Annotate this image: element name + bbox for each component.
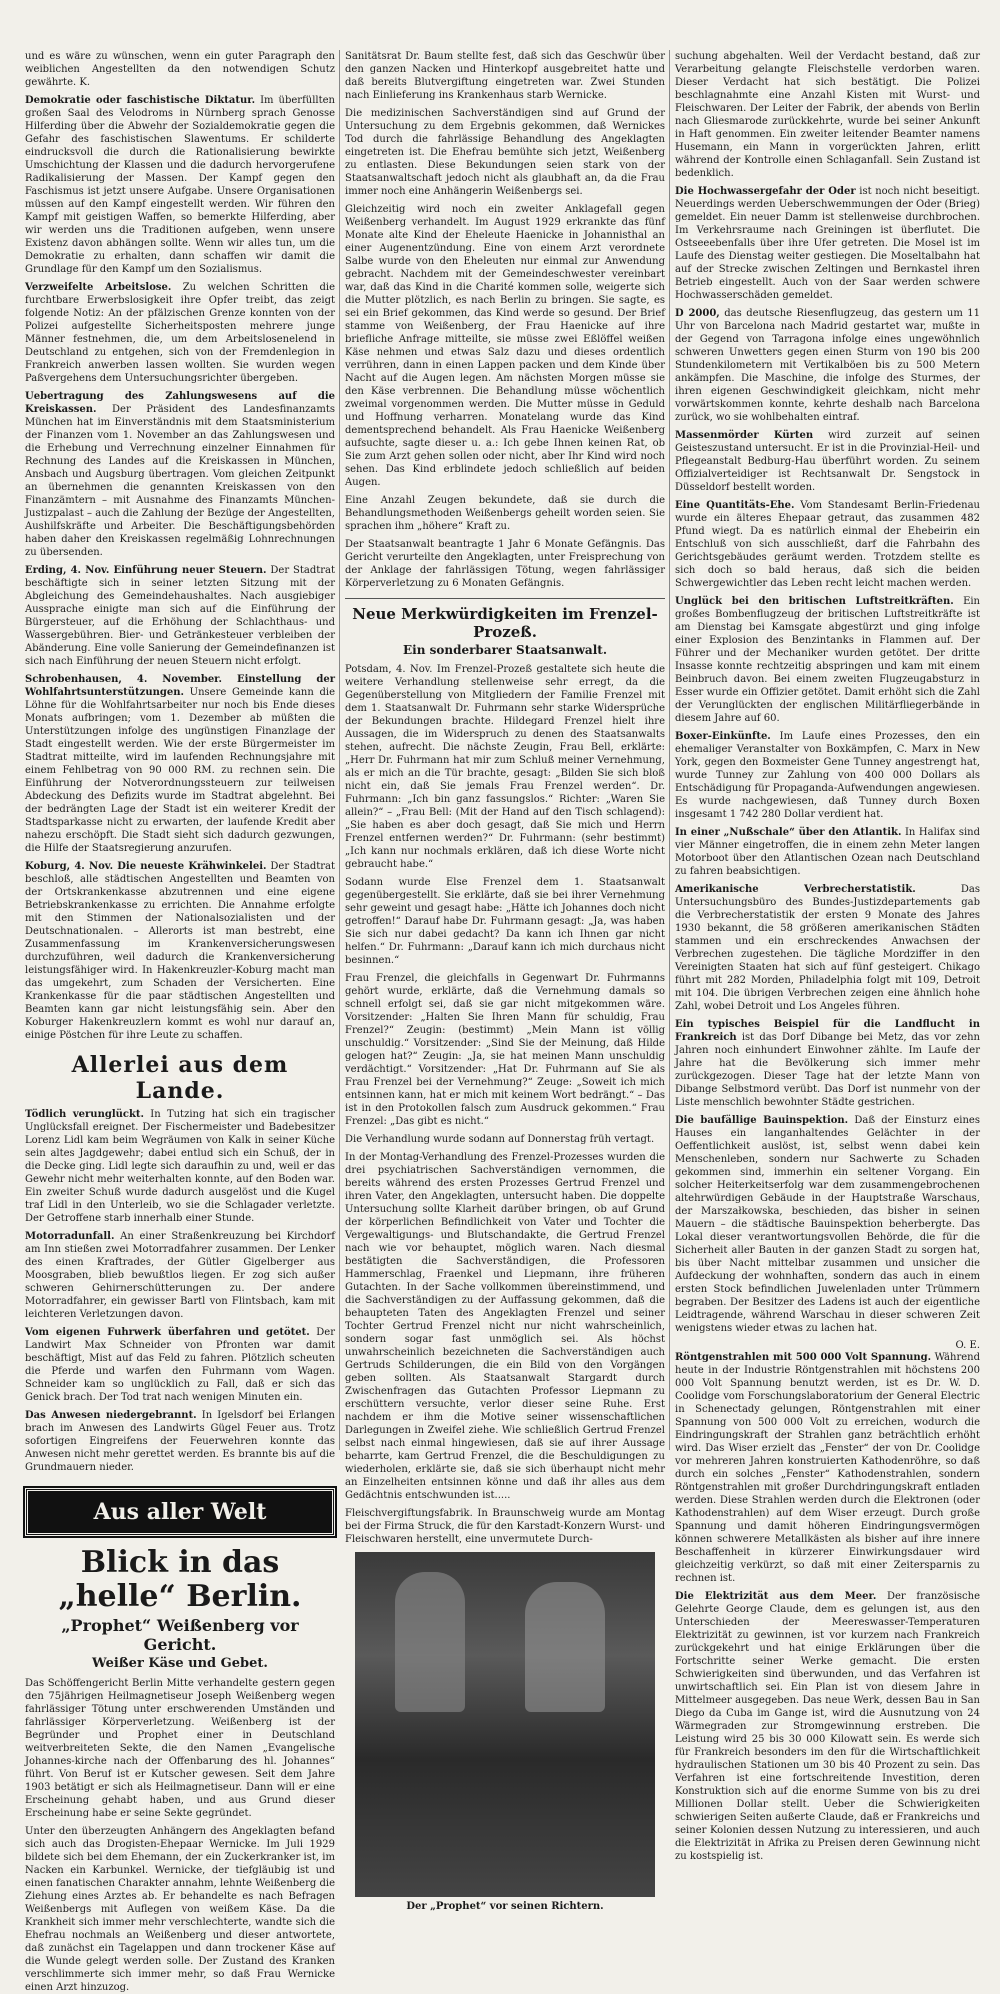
section-heading-lande: Allerlei aus dem Lande. bbox=[71, 1052, 289, 1104]
column-left bbox=[25, 50, 336, 1993]
article-d2000: D 2000, das deutsche Riesenflugzeug, das gestern um 11 Uhr von Barcelona nach Madrid gestartet war, mußte in der Gegend von Tarragona infolge eines ungewöhnlich schweren Unwetters gegen einen Sturm von 190 bis 200 Stundenkilometern mit Vertikalböen bis zu 500 Metern ankämpfen. Die Maschine, die infolge des Sturmes, der ihren eigenen Geschwindigkeit gleichkam, nicht mehr vorwärtskommen konnte, kehrte deshalb nach Barcelona zurück, wo sie wohlbehalten eintraf. bbox=[675, 308, 980, 423]
article-text: Eine Anzahl Zeugen bekundete, daß sie durch die Behandlungsmethoden Weißenbergs geheilt worden seien. Sie sprachen ihm „höhere“ Kraft zu. bbox=[345, 495, 665, 532]
article-fuhrwerk: Vom eigenen Fuhrwerk überfahren und getötet. Der Landwirt Max Schneider von Pfronten war damit beschäftigt, Mist auf das Feld zu fahren. Plötzlich scheuten die Pferde und warfen den Fuhrmann vom Wagen. Schneider kam so unglücklich zu Fall, daß er sich das Genick brach. Der Tod trat nach wenigen Minuten ein. bbox=[25, 1327, 335, 1403]
article-kuerten: Massenmörder Kürten wird zurzeit auf seinen Geisteszustand untersucht. Er ist in die Provinzial-Heil- und Pflegeanstalt Bedburg-Hau überführt worden. Zu seinem Offizialverteidiger ist Rechtsanwalt Dr. Sengstock in Düsseldorf bestellt worden. bbox=[675, 430, 980, 493]
photo-caption: Der „Prophet“ vor seinen Richtern. bbox=[406, 1901, 604, 1912]
article-text: Die Verhandlung wurde sodann auf Donnerstag früh vertagt. bbox=[345, 1134, 655, 1145]
article-democracy: Demokratie oder faschistische Diktatur. Im überfüllten großen Saal des Velodroms in Nürnberg sprach Genosse Hilferding über die Abwehr der Sozialdemokratie gegen die Gefahr des faschistischen Slawentums. Er schilderte eindrucksvoll die durch die Rationalisierung bewirkte Umschichtung der Klassen und die dadurch hervorgerufene Radikalisierung der Massen. Der Kampf gegen den Faschismus ist jetzt unsere Aufgabe. Unsere Organisationen müssen auf den Kampf eingestellt werden. Wir führen den Kampf mit geistigen Waffen, so bemerkte Hilferding, aber wir werden uns die Traditionen aufgeben, wenn unsere Existenz davon abhängen sollte. Wenn wir alles tun, um die Demokratie zu erhalten, dann schaffen wir damit die Grundlage für den Kampf um den Sozialismus. bbox=[25, 95, 335, 275]
article-text: Frau Frenzel, die gleichfalls in Gegenwart Dr. Fuhrmanns gehört wurde, erklärte, daß die Vernehmung damals so schnell erfolgt sei, daß sie gar nicht mitgekommen wäre. Vorsitzender: „Halten Sie Ihren Mann für schuldig, Frau Frenzel?“ Zeugin: (bestimmt) „Mein Mann ist völlig unschuldig.“ Vorsitzender: „Sind Sie der Meinung, daß Hilde gelogen hat?“ Zeugin: „Ja, sie hat meinen Mann unschuldig verdächtigt.“ Vorsitzender: „Hat Dr. Fuhrmann auf Sie als Frau Frenzel bei der Vernehmung?“ Zeuge: „Soweit ich mich entsinnen kann, hat er mich mit keinem Wort bedrängt.“ – Das ist in den Protokollen falsch zum Ausdruck gekommen.“ Frau Frenzel: „Das gibt es nicht.“ bbox=[345, 973, 665, 1127]
article-heading: Unglück bei den britischen Luftstreitkräften. bbox=[675, 596, 954, 607]
article-landflucht: Ein typisches Beispiel für die Landflucht in Frankreich ist das Dorf Dibange bei Metz, das vor zehn Jahren noch einhundert Einwohner zählte. Im Laufe der Jahre hat die Bevölkerung sich immer mehr zurückgezogen. Dieser Tage hat der letzte Mann von Dibange Selbstmord verübt. Das Dorf ist nunmehr von der Liste menschlich bewohnter Städte gestrichen. bbox=[675, 1019, 980, 1108]
article-text: suchung abgehalten. Weil der Verdacht bestand, daß zur Verarbeitung gelangte Fleischstelle verdorben waren. Dieser Verdacht hat sich bestätigt. Die Polizei beschlagnahmte eine Anzahl Kisten mit Wurst- und Fleischwaren. Der Leiter der Fabrik, der abends von Berlin nach Gliesmarode zurückkehrte, wurde bei seiner Ankunft in Haft genommen. Ein zweiter leitender Beamter namens Husemann, ein Mann in vorgerückten Jahren, erlitt während der Kontrolle einen Schlaganfall. Sein Zustand ist bedenklich. bbox=[675, 51, 980, 179]
column-rule bbox=[339, 50, 340, 1450]
article-brand: Das Anwesen niedergebrannt. In Igelsdorf bei Erlangen brach im Anwesen des Landwirts Gügel Feuer aus. Trotz sofortigen Eingreifens der Feuerwehren konnte das Anwesen nicht mehr gerettet werden. Es brannte bis auf die Grundmauern nieder. bbox=[25, 1410, 335, 1473]
article-heading: Das Anwesen niedergebrannt. bbox=[25, 1410, 197, 1421]
article-text: In der Montag-Verhandlung des Frenzel-Prozesses wurden die drei psychiatrischen Sachverständigen vernommen, die bereits während des ersten Prozesses Gertrud Frenzel und ihren Vater, den Angeklagten, untersucht haben. Die doppelte Untersuchung sollte Klarheit darüber bringen, ob auf Grund der körperlichen Befindlichkeit von Vater und Tochter die Vergewaltigungs- und Blutschandakte, die Gertrud Frenzel nach wie vor behauptet, möglich waren. Nach diesmal bestätigten die Sachverständigen, die Professoren Hammerschlag, Fraenkel und Liepmann, ihre früheren Gutachten. In der Sache vollkommen übereinstimmend, und die Sachverständigen zu der Auffassung gekommen, daß die behaupteten Taten des Angeklagten Frenzel und seiner Tochter Gertrud Frenzel nicht nur nicht wahrscheinlich, sondern sogar fast unmöglich sei. Als höchst unwahrscheinlich bezeichneten die Sachverständigen auch Gertruds Schilderungen, die ein Bild von den Vorgängen geben sollten. Als Staatsanwalt Stargardt durch Zwischenfragen das Gutachten Professor Liepmann zu erschüttern versuchte, verlor dieser seine Ruhe. Erst nachdem er ihm die Motive seiner wissenschaftlichen Darlegungen in Zweifel ziehe. Wie schließlich Gertrud Frenzel selbst nach einmal hingewiesen, daß sie auf ihrer Aussage beharrte, kam Gertrud Frenzel, die die Beschuldigungen zu wiederholen, erklärte sie, daß sie sich überhaupt nicht mehr an Einzelheiten entsinnen könne und daß ihr alles aus dem Gedächtnis entschwunden ist..... bbox=[345, 1152, 665, 1501]
article-erding: Erding, 4. Nov. Einführung neuer Steuern. Der Stadtrat beschäftigte sich in seiner letzten Sitzung mit der Abgleichung des Gemeindehaushaltes. Nach ausgiebiger Aussprache einigte man sich auf die Einführung der Bürgersteuer, auf die Erhöhung der Schlachthaus- und Wassergebühren. Bier- und Getränkesteuer verbleiben der Abänderung. Eine volle Sanierung der Gemeindefinanzen ist sich nach Einführung der neuen Steuern nicht erfolgt. bbox=[25, 565, 335, 667]
article-atlantik: In einer „Nußschale“ über den Atlantik. In Halifax sind vier Männer eingetroffen, die in einem zehn Meter langen Motorboot über den Atlantischen Ozean nach Deutschland zu fahren beabsichtigen. bbox=[675, 827, 980, 877]
section-banner-aus-aller-welt: Aus aller Welt bbox=[25, 1488, 335, 1536]
article-boxer: Boxer-Einkünfte. Im Laufe eines Prozesses, den ein ehemaliger Veranstalter von Boxkämpfen, C. Marx in New York, gegen den Boxmeister Gene Tunney angestrengt hat, wurde Tunney zur Zahlung von 400 000 Dollars als Entschädigung für Propaganda-Aufwendungen angewiesen. Es wurde nachgewiesen, daß Tunney durch Boxen insgesamt 1 742 280 Dollar verdient hat. bbox=[675, 731, 980, 820]
article-heading: Motorradunfall. bbox=[25, 1231, 115, 1242]
courtroom-photo bbox=[355, 1552, 655, 1897]
author-signature: O. E. bbox=[955, 1340, 980, 1351]
article-heading: Massenmörder Kürten bbox=[675, 430, 814, 441]
article-kreiskassen: Uebertragung des Zahlungswesens auf die Kreiskassen. Der Präsident des Landesfinanzamts München hat im Einverständnis mit dem Staatsministerium der Finanzen vom 1. November an das Zahlungswesen und die Erhebung und Verrechnung einzelner Einnahmen für Rechnung des Landes auf die Kreiskassen in München, Ansbach und Augsburg übertragen. Vom gleichen Zeitpunkt an übernehmen die genannten Kreiskassen von den Finanzämtern – mit Ausnahme des Finanzamts München-Justizpalast – auch die Zahlung der Bezüge der Angestellten, Aushilfskräfte und Arbeiter. Die Beschäftigungsbehörden haben daher den Kreiskassen regelmäßig Lohnrechnungen zu übersenden. bbox=[25, 391, 335, 558]
article-heading: Ein typisches Beispiel für die Landflucht in Frankreich bbox=[675, 1019, 980, 1043]
article-heading: Schrobenhausen, 4. November. Einstellung der Wohlfahrtsunterstützungen. bbox=[25, 674, 335, 698]
article-heading: Amerikanische Verbrecherstatistik. bbox=[675, 884, 916, 895]
subheadline-staatsanwalt: Ein sonderbarer Staatsanwalt. bbox=[402, 643, 607, 657]
article-text: Sanitätsrat Dr. Baum stellte fest, daß sich das Geschwür über den ganzen Nacken und Hinterkopf ausgebreitet hatte und daß bereits Blutvergiftung eingetreten war. Zwei Stunden nach Einlieferung ins Krankenhaus starb Wernicke. bbox=[345, 51, 665, 101]
article-roentgen: Röntgenstrahlen mit 500 000 Volt Spannung. Während heute in der Industrie Röntgenstrahlen mit höchstens 200 000 Volt Spannung benutzt werden, ist es Dr. W. D. Coolidge vom Forschungslaboratorium der General Electric in Schenectady gelungen, Röntgenstrahlen mit einer Spannung von 500 000 Volt zu erreichen, wodurch die Eindringungskraft der Strahlen ganz beträchtlich erhöht wird. Das Wiser erzielt das „Fenster“ der von Dr. Coolidge vor mehreren Jahren konstruierten Kathodenröhre, so daß durch ein solches „Fenster“ Kathodenstrahlen, sondern Röntgenstrahlen mit großer Durchdringungskraft entladen werden. Diese Strahlen werden durch die Elektronen (oder Kathodenstrahlen) auf dem Wiser erzeugt. Durch große Spannung und damit höheren Eindringungsvermögen können schwerere Metallkästen als bisher auf ihre innere Beschaffenheit in kürzerer Einwirkungsdauer wird gleichzeitig verkürzt, so daß mit einer Zeitersparnis zu rechnen ist. bbox=[675, 1352, 980, 1584]
article-heading: D 2000, bbox=[675, 308, 720, 319]
article-heading: Die Elektrizität aus dem Meer. bbox=[675, 1591, 877, 1602]
article-heading: Tödlich verunglückt. bbox=[25, 1109, 145, 1120]
article-heading: Erding, 4. Nov. Einführung neuer Steuern. bbox=[25, 565, 267, 576]
article-bauinspektion: Die baufällige Bauinspektion. Daß der Einsturz eines Hauses ein langanhaltendes Gelächter in der Oeffentlichkeit auslöst, ist, selbst wenn dabei kein Menschenleben, sondern nur Sachwerte zu Schaden gekommen sind, immerhin ein seltener Vorgang. Ein solcher Heiterkeitserfolg war dem zusammengebrochenen altehrwürdigen Gebäude in der Hauptstraße Warschaus, der Marszałkowska, beschieden, das bisher in seinen Mauern – die städtische Bauinspektion beherbergte. Das Lokal dieser verantwortungsvollen Behörde, die für die Sicherheit aller Bauten in der ganzen Stadt zu sorgen hat, bis über Nacht mittelbar zusammen und unsicher die Aufdeckung der wohnhaften, sondern das auch in einem ersten Stock befindlichen Juwelenladen unter Trümmern begraben. Der Besitzer des Ladens ist auch der eigentliche Leidtragende, während Warschau in dieser schweren Zeit wenigstens wieder etwas zu lachen hat. bbox=[675, 1115, 980, 1334]
headline-frenzel: Neue Merkwürdigkeiten im Frenzel-Prozeß. bbox=[345, 598, 665, 641]
article-heading: Boxer-Einkünfte. bbox=[675, 731, 771, 742]
article-heading: Verzweifelte Arbeitslose. bbox=[25, 282, 172, 293]
article-heading: Vom eigenen Fuhrwerk überfahren und getötet. bbox=[25, 1327, 310, 1338]
article-text: Unter den überzeugten Anhängern des Angeklagten befand sich auch das Drogisten-Ehepaar Wernicke. Im Juli 1929 bildete sich bei dem Ehemann, der ein Zuckerkranker ist, im Nacken ein Karbunkel. Wernicke, der tiefgläubig ist und einen fanatischen Charakter annahm, lehnte Weißenberg die Ziehung eines Arztes ab. Er behandelte es nach Befragen Weißenbergs mit Auflegen von weißem Käse. Da die Krankheit sich immer mehr verschlechterte, wandte sich die Ehefrau nochmals an Weißenberg und dieser antwortete, daß zunächst ein Tagelappen und dann trockener Käse auf die Wunde gelegt werden solle. Der Zustand des Kranken verschlimmerte sich immer mehr, so daß Frau Wernicke einen Arzt hinzuzog. bbox=[25, 1826, 335, 1993]
article-statistik: Amerikanische Verbrecherstatistik. Das Untersuchungsbüro des Bundes-Justizdepartements gab die Verbrecherstatistik der ersten 9 Monate des Jahres 1930 bekannt, die 58 größeren amerikanischen Städten stammen und ein erschreckendes Anwachsen der Verbrechen zugestehen. Die tägliche Mordziffer in den Vereinigten Staaten hat sich auf fünf gesteigert. Chikago führt mit 282 Morden, Philadelphia folgt mit 109, Detroit mit 104. Die übrigen Verbrechen zeigen eine ähnlich hohe Zahl, wobei Detroit und Los Angeles führen. bbox=[675, 884, 980, 1012]
article-heading: Die baufällige Bauinspektion. bbox=[675, 1115, 849, 1126]
column-middle bbox=[345, 50, 665, 1912]
article-heading: Eine Quantitäts-Ehe. bbox=[675, 500, 795, 511]
subheadline-prophet: „Prophet“ Weißenberg vor Gericht. bbox=[61, 1616, 299, 1654]
article-schrobenhausen: Schrobenhausen, 4. November. Einstellung der Wohlfahrtsunterstützungen. Unsere Gemeinde kann die Löhne für die Wohlfahrtsarbeiter nur noch bis Ende dieses Monats aufbringen; vom 1. Dezember ab müßten die Unterstützungen infolge des ungünstigen Finanzlage der Stadt eingestellt werden. Wie der erste Bürgermeister im Stadtrat mitteilte, wird im laufenden Rechnungsjahre mit einem Fehlbetrag von 90 000 RM. zu rechnen sein. Die Einführung der Notverordnungssteuern zur teilweisen Abdeckung des Defizits wurde im Stadtrat abgelehnt. Bei der bedrängten Lage der Stadt ist ein weiterer Kredit der Stadtsparkasse nicht zu erwarten, der laufende Kredit aber nahezu erschöpft. Die Stadt sieht sich dadurch gezwungen, die Hilfe der Staatsregierung anzurufen. bbox=[25, 674, 335, 854]
subheadline-kaese: Weißer Käse und Gebet. bbox=[92, 1656, 268, 1671]
column-rule bbox=[669, 50, 670, 1450]
article-heading: Koburg, 4. Nov. Die neueste Krähwinkelei. bbox=[25, 861, 267, 872]
article-text: Gleichzeitig wird noch ein zweiter Anklagefall gegen Weißenberg verhandelt. Im August 1929 erkrankte das fünf Monate alte Kind der Eheleute Haenicke in Johannisthal an einer Augenentzündung. Eine von einem Arzt verordnete Salbe wurde von den Eheleuten nur einmal zur Anwendung gebracht. Nachdem mit der Gemeindeschwester vereinbart war, daß das Kind in die Charité kommen solle, weigerte sich die Mutter plötzlich, es nach Berlin zu bringen. Sie sagte, es sei ein Brief gekommen, das Kind werde so gesund. Der Brief stamme von Weißenberg, der Frau Haenicke auf ihre briefliche Anfrage mitteilte, sie müsse zwei Eßlöffel weißen Käse nehmen und etwas Salz dazu und dieses ordentlich verrühren, dann in einen Lappen packen und dem Kinde über Nacht auf die Augen legen. Am nächsten Morgen müsse sie den Käse verbrennen. Die Behandlung müsse wöchentlich zweimal vorgenommen werden. Die Mutter müsse in Geduld und Hoffnung verharren. Monatelang wurde das Kind dementsprechend behandelt. Als Frau Haenicke Weißenberg aufsuchte, sagte dieser u. a.: Ich gebe Ihnen keinen Rat, ob Sie zum Arzt gehen sollen oder nicht, aber Ihr Kind wird noch sehen. Das Kind erblindete jedoch schließlich auf beiden Augen. bbox=[345, 204, 665, 488]
article-heading: Röntgenstrahlen mit 500 000 Volt Spannung. bbox=[675, 1352, 932, 1363]
article-heading: Die Hochwassergefahr der Oder bbox=[675, 186, 856, 197]
article-tutzing: Tödlich verunglückt. In Tutzing hat sich ein tragischer Unglücksfall ereignet. Der Fischermeister und Badebesitzer Lorenz Lidl kam beim Wegräumen von Kalk in seiner Küche sein altes Jagdgewehr; dabei entlud sich ein Schuß, der in die Decke ging. Lidl legte sich daraufhin zu und, weil er das Gewehr nicht mehr weiterhalten konnte, auf den Boden war. Ein zweiter Schuß wurde dadurch ausgelöst und die Kugel traf Lidl in den Unterleib, wo sie die Schlagader verletzte. Der Getroffene starb innerhalb einer Stunde. bbox=[25, 1109, 335, 1224]
article-luftstreitkraefte: Unglück bei den britischen Luftstreitkräften. Ein großes Bombenflugzeug der britischen Luftstreitkräfte ist am Dienstag bei Kamsgate abgestürzt und ging infolge einer Explosion des Benzintanks in Flammen auf. Der Führer und der Mechaniker wurden getötet. Der dritte Insasse konnte rechtzeitig abspringen und kam mit einem Beinbruch davon. Bei einem zweiten Flugzeugabsturz in Esser wurde ein Offizier getötet. Damit erhöht sich die Zahl der Verunglückten der englischen Militärfliegerbände in diesem Jahre auf 60. bbox=[675, 596, 981, 724]
article-text: Potsdam, 4. Nov. Im Frenzel-Prozeß gestaltete sich heute die weitere Verhandlung stellenweise sehr erregt, da die Gegenüberstellung von Mitgliedern der Familie Frenzel mit dem 1. Staatsanwalt Dr. Fuhrmann sehr starke Widersprüche der Bekundungen brachte. Hildegard Frenzel hielt ihre Aussagen, die im Widerspruch zu denen des Staatsanwalts stehen, aufrecht. Die nächste Zeugin, Frau Bell, erklärte: „Herr Dr. Fuhrmann hat mir zum Schluß meiner Vernehmung, als er mich an die Tür brachte, gesagt: „Bilden Sie sich bloß nicht ein, daß Sie jemals Frau Frenzel werden“. Dr. Fuhrmann: „Ich bin ganz fassungslos.“ Richter: „Waren Sie allein?“ – „Frau Bell: (Mit der Hand auf den Tisch schlagend): „Sie haben es aber doch gesagt, daß Sie mich und Herrn Frenzel entfernen werden?“ Dr. Fuhrmann: (sehr bestimmt) „Ich kann nur nochmals erklären, daß ich diese Worte nicht gebraucht habe.“ bbox=[345, 664, 665, 870]
article-text: Die medizinischen Sachverständigen sind auf Grund der Untersuchung zu dem Ergebnis gekommen, daß Wernickes Tod durch die fahrlässige Behandlung des Angeklagten eingetreten ist. Die Ehefrau bemühte sich jetzt, Weißenberg zu entlasten. Diese Bekundungen seien stark von der Staatsanwaltschaft jedoch nicht als glaubhaft an, da die Frau immer noch eine Anhängerin Weißenbergs sei. bbox=[345, 108, 665, 197]
column-right bbox=[675, 50, 981, 1862]
article-koburg: Koburg, 4. Nov. Die neueste Krähwinkelei. Der Stadtrat beschloß, alle städtischen Angestellten und Beamten von der Ortskrankenkasse abzutrennen und eine eigene Betriebskrankenkasse zu errichten. Die Annahme erfolgte mit den Stimmen der Nationalsozialisten und der Deutschnationalen. – Allerorts ist man bestrebt, eine Zusammenfassung im Krankenversicherungswesen durchzuführen, weil dadurch die Krankenversicherung leistungsfähiger wird. In Hakenkreuzler-Koburg macht man das umgekehrt, zum Schaden der Versicherten. Eine Krankenkasse für die paar städtischen Angestellten und Beamten kann gar nicht leistungsfähig sein. Aber den Koburger Hakenkreuzlern kommt es wohl nur darauf an, einige Pöstchen für ihre Leute zu schaffen. bbox=[25, 861, 336, 1041]
article-ehe: Eine Quantitäts-Ehe. Vom Standesamt Berlin-Friedenau wurde ein älteres Ehepaar getraut, das zusammen 482 Pfund wiegt. Da es natürlich einmal der Ehebeirin ein Entschluß von sich ausschließt, darf die Fahrbahn des Gerichtsgebäudes geräumt werden. Trotzdem stellte es sich doch so bald heraus, daß sich die beiden Schwergewichtler das Leben recht leicht machen werden. bbox=[675, 500, 980, 589]
article-heading: In einer „Nußschale“ über den Atlantik. bbox=[675, 827, 902, 838]
article-meer: Die Elektrizität aus dem Meer. Der französische Gelehrte George Claude, dem es gelungen ist, aus den Unterschieden der Meereswasser-Temperaturen Elektrizität zu gewinnen, ist vor kurzem nach Frankreich zurückgekehrt und hat einige Erklärungen über die Fortschritte seiner Werke gemacht. Die ersten Schwierigkeiten sind überwunden, und das Verfahren ist unwirtschaftlich sei. Ein Plan ist von diesem Jahre in Mittelmeer ausgegeben. Das neue Werk, dessen Bau in San Diego da Cuba im Gange ist, wird die Ausnutzung von 24 Wärmegraden zur Stromgewinnung erstreben. Die Leistung wird 25 bis 30 000 Kilowatt sein. Es werde sich für Frankreich besonders im den für die Wirtschaftlichkeit hydraulischen Stationen um 30 bis 40 Prozent zu sein. Das Verfahren ist eine fortschreitende Investition, deren Konstruktion sich auf die enorme Summe von bis zu drei Millionen Dollar stellt. Ueber die Schwierigkeiten schwierigen Seiten außerte Claude, daß er Frankreichs und seiner Kolonien dessen Nutzung zu interessieren, und auch die Elektrizität in Afrika zu Preisen deren Gewinnung nicht zu kostspielig ist. bbox=[675, 1591, 980, 1862]
article-unemployed: Verzweifelte Arbeitslose. Zu welchen Schritten die furchtbare Erwerbslosigkeit ihre Opfer treibt, das zeigt folgende Notiz: An der pfälzischen Grenze konnten von der Polizei aufgestellte Sicherheitsposten mehrere junge Männer festnehmen, die, um dem Arbeitslosenelend in Deutschland zu entgehen, sich von der Fremdenlegion in Frankreich anwerben lassen wollten. Sie wurden wegen Paßvergehens dem Untersuchungsrichter übergeben. bbox=[25, 282, 335, 384]
headline-berlin: Blick in das „helle“ Berlin. bbox=[58, 1545, 302, 1614]
article-text: Fleischvergiftungsfabrik. In Braunschweig wurde am Montag bei der Firma Struck, die für den Karstadt-Konzern Wurst- und Fleischwaren herstellt, eine unvermutete Durch- bbox=[345, 1508, 665, 1545]
article-motorrad: Motorradunfall. An einer Straßenkreuzung bei Kirchdorf am Inn stießen zwei Motorradfahrer zusammen. Der Lenker des einen Kraftrades, der Gütler Gigelberger aus Moosgraben, blieb bewußtlos liegen. Er zog sich außer schweren Gehirnerschütterungen zu. Der andere Motorradfahrer, ein gewisser Bartl von Flintsbach, kam mit leichteren Verletzungen davon. bbox=[25, 1231, 335, 1320]
article-heading: Demokratie oder faschistische Diktatur. bbox=[25, 95, 256, 106]
article-heading: Uebertragung des Zahlungswesens auf die Kreiskassen. bbox=[25, 391, 335, 415]
article-text: Sodann wurde Else Frenzel dem 1. Staatsanwalt gegenübergestellt. Sie erklärte, daß sie bei ihrer Vernehmung sehr geweint und gesagt habe: „Hätte ich Johannes doch nicht getroffen!“ Darauf habe Dr. Fuhrmann gesagt: „Ja, was haben Sie sich nur dabei gedacht? Da kann ich Ihnen gar nicht helfen.“ Dr. Fuhrmann: „Darauf kann ich mich durchaus nicht besinnen.“ bbox=[345, 877, 665, 966]
article-text: Das Schöffengericht Berlin Mitte verhandelte gestern gegen den 75jährigen Heilmagnetiseur Joseph Weißenberg wegen fahrlässiger Tötung unter erschwerenden Umständen und fahrlässiger Körperverletzung. Weißenberg ist der Begründer und Prophet einer in Deutschland weitverbreiteten Sekte, die den Namen „Evangelische Johannes-kirche nach der Offenbarung des hl. Johannes“ führt. Von Beruf ist er Kutscher gewesen. Seit dem Jahre 1903 betätigt er sich als Heilmagnetiseur. Dann will er eine Erscheinung gehabt haben, und aus Grund dieser Erscheinung habe er seine Sekte gegründet. bbox=[25, 1678, 335, 1819]
article-oder: Die Hochwassergefahr der Oder ist noch nicht beseitigt. Neuerdings werden Ueberschwemmungen der Oder (Brieg) gemeldet. Ein neuer Damm ist stellenweise durchbrochen. Im Verkehrsraume nach Greiningen ist überflutet. Die Ostseeebenfalls über ihre Ufer getreten. Die Mosel ist im Laufe des Dienstag weiter gestiegen. Die Moseltalbahn hat auf der Strecke zwischen Zeltingen und Bernkastel ihren Betrieb eingestellt. Auch von der Saar werden schwere Hochwasserschäden gemeldet. bbox=[675, 186, 980, 301]
article-text: Der Staatsanwalt beantragte 1 Jahr 6 Monate Gefängnis. Das Gericht verurteilte den Angeklagten, unter Freisprechung von der Anklage der fahrlässigen Tötung, wegen fahrlässiger Körperverletzung zu 6 Monaten Gefängnis. bbox=[345, 539, 665, 589]
article-text: und es wäre zu wünschen, wenn ein guter Paragraph den weiblichen Angestellten da den notwendigen Schutz gewährte. K. bbox=[25, 51, 335, 88]
